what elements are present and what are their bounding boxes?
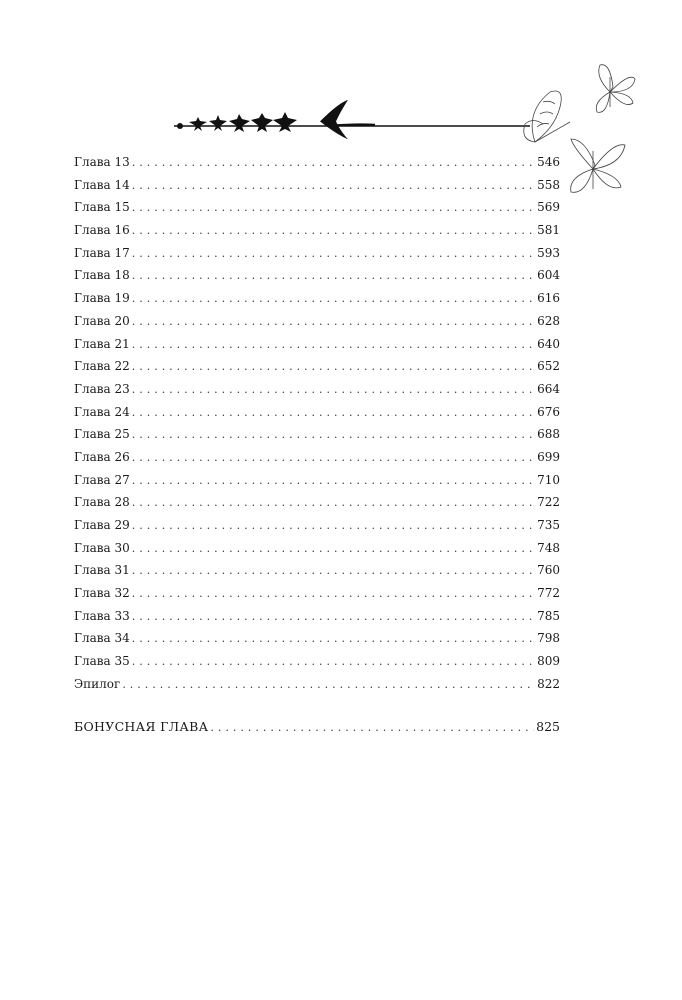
toc-entry-page-number: 710 — [537, 472, 560, 487]
dot-leader — [132, 175, 535, 198]
toc-entry — [74, 559, 560, 582]
toc-entry-title: Глава 14 — [74, 177, 130, 192]
butterfly-icon — [571, 139, 625, 192]
toc-entry — [74, 378, 560, 401]
toc-entry — [74, 355, 560, 378]
toc-entry-page-number: 676 — [537, 404, 560, 419]
dot-leader — [132, 334, 535, 357]
dot-leader — [132, 220, 535, 243]
dot-leader — [132, 651, 535, 674]
toc-entry-title: Глава 25 — [74, 427, 130, 442]
dot-leader — [132, 538, 535, 561]
butterfly-icon — [524, 91, 570, 142]
dot-leader — [132, 606, 535, 629]
dot-leader — [132, 492, 535, 515]
toc-entry — [74, 673, 560, 696]
toc-entry — [74, 174, 560, 197]
toc-entry-title: Глава 31 — [74, 563, 130, 578]
toc-entry — [74, 242, 560, 265]
toc-entry-title: Глава 19 — [74, 291, 130, 306]
toc-entry-title: Глава 17 — [74, 245, 130, 260]
toc-entry-page-number: 699 — [537, 449, 560, 464]
toc-entry — [74, 582, 560, 605]
toc-entry-title: Глава 22 — [74, 359, 130, 374]
toc-entry-page-number: 825 — [536, 718, 560, 734]
toc-entry — [74, 605, 560, 628]
toc-entry-title: Глава 18 — [74, 268, 130, 283]
toc-entry-page-number: 772 — [537, 586, 560, 601]
toc-entry-page-number: 748 — [537, 540, 560, 555]
toc-entry-page-number: 640 — [537, 336, 560, 351]
dot-leader — [132, 583, 535, 606]
toc-entry — [74, 514, 560, 537]
toc-entry-title: Глава 13 — [74, 155, 130, 169]
toc-entry-page-number: 604 — [537, 268, 560, 283]
lavender-sprig-ornament — [170, 100, 565, 140]
toc-entry-page-number: 558 — [537, 177, 560, 192]
toc-entry — [74, 650, 560, 673]
toc-entry-page-number: 798 — [537, 631, 560, 646]
toc-entry — [74, 469, 560, 492]
dot-leader — [132, 560, 535, 583]
toc-entry — [74, 264, 560, 287]
toc-entry-title: БОНУСНАЯ ГЛАВА — [74, 718, 209, 734]
toc-entry-title: Глава 34 — [74, 631, 130, 646]
toc-entry — [74, 491, 560, 514]
toc-entry-page-number: 722 — [537, 495, 560, 510]
dot-leader — [132, 288, 535, 311]
toc-entry-page-number: 822 — [537, 676, 560, 691]
dot-leader — [132, 628, 535, 651]
toc-entry — [74, 219, 560, 242]
toc-entry-title: Глава 30 — [74, 540, 130, 555]
toc-entry-title: Эпилог — [74, 676, 121, 691]
dot-leader — [132, 197, 535, 220]
dot-leader — [132, 243, 535, 266]
toc-entry-page-number: 628 — [537, 313, 560, 328]
toc-entry-title: Глава 32 — [74, 586, 130, 601]
toc-entry-page-number: 664 — [537, 381, 560, 396]
toc-entry-page-number: 581 — [537, 223, 560, 238]
toc-entry-title: Глава 15 — [74, 200, 130, 215]
toc-entry-page-number: 760 — [537, 563, 560, 578]
toc-entry — [74, 423, 560, 446]
toc-entry-title: Глава 23 — [74, 381, 130, 396]
toc-entry — [74, 627, 560, 650]
toc-entry-page-number: 616 — [537, 291, 560, 306]
toc-entry-page-number: 809 — [537, 654, 560, 669]
toc-entry-title: Глава 33 — [74, 608, 130, 623]
dot-leader — [132, 447, 535, 470]
dot-leader — [132, 515, 535, 538]
toc-entry-title: Глава 24 — [74, 404, 130, 419]
butterfly-icon — [596, 65, 635, 113]
toc-entry — [74, 287, 560, 310]
toc-entry — [74, 196, 560, 219]
dot-leader — [132, 152, 535, 175]
dot-leader — [132, 424, 535, 447]
toc-entry — [74, 310, 560, 333]
toc-entry-title: Глава 35 — [74, 654, 130, 669]
toc-bonus-entry — [74, 716, 560, 739]
toc-entry-title: Глава 20 — [74, 313, 130, 328]
toc-entry-page-number: 735 — [537, 518, 560, 532]
toc-entry-title: Глава 28 — [74, 495, 130, 510]
dot-leader — [132, 402, 535, 425]
toc-entry — [74, 537, 560, 560]
toc-entry-page-number: 652 — [537, 359, 560, 374]
toc-entry-page-number: 785 — [537, 608, 560, 623]
toc-entry — [74, 333, 560, 356]
toc-entry-title: Глава 26 — [74, 449, 130, 464]
toc-entry-title: Глава 27 — [74, 472, 130, 487]
toc-entry-title: Глава 29 — [74, 518, 130, 532]
toc-entry-page-number: 688 — [537, 427, 560, 442]
toc-entry-page-number: 569 — [537, 200, 560, 215]
toc-entry — [74, 446, 560, 469]
dot-leader — [132, 265, 535, 288]
toc-entry-title: Глава 21 — [74, 336, 130, 351]
dot-leader — [132, 379, 535, 402]
dot-leader — [210, 717, 534, 740]
toc-entry — [74, 151, 560, 174]
toc-entry-page-number: 593 — [537, 245, 560, 260]
table-of-contents — [74, 151, 560, 738]
dot-leader — [132, 470, 535, 493]
toc-entry-title: Глава 16 — [74, 223, 130, 238]
toc-entry-page-number: 546 — [537, 155, 560, 169]
dot-leader — [132, 311, 535, 334]
dot-leader — [122, 674, 535, 697]
dot-leader — [132, 356, 535, 379]
toc-entry — [74, 401, 560, 424]
